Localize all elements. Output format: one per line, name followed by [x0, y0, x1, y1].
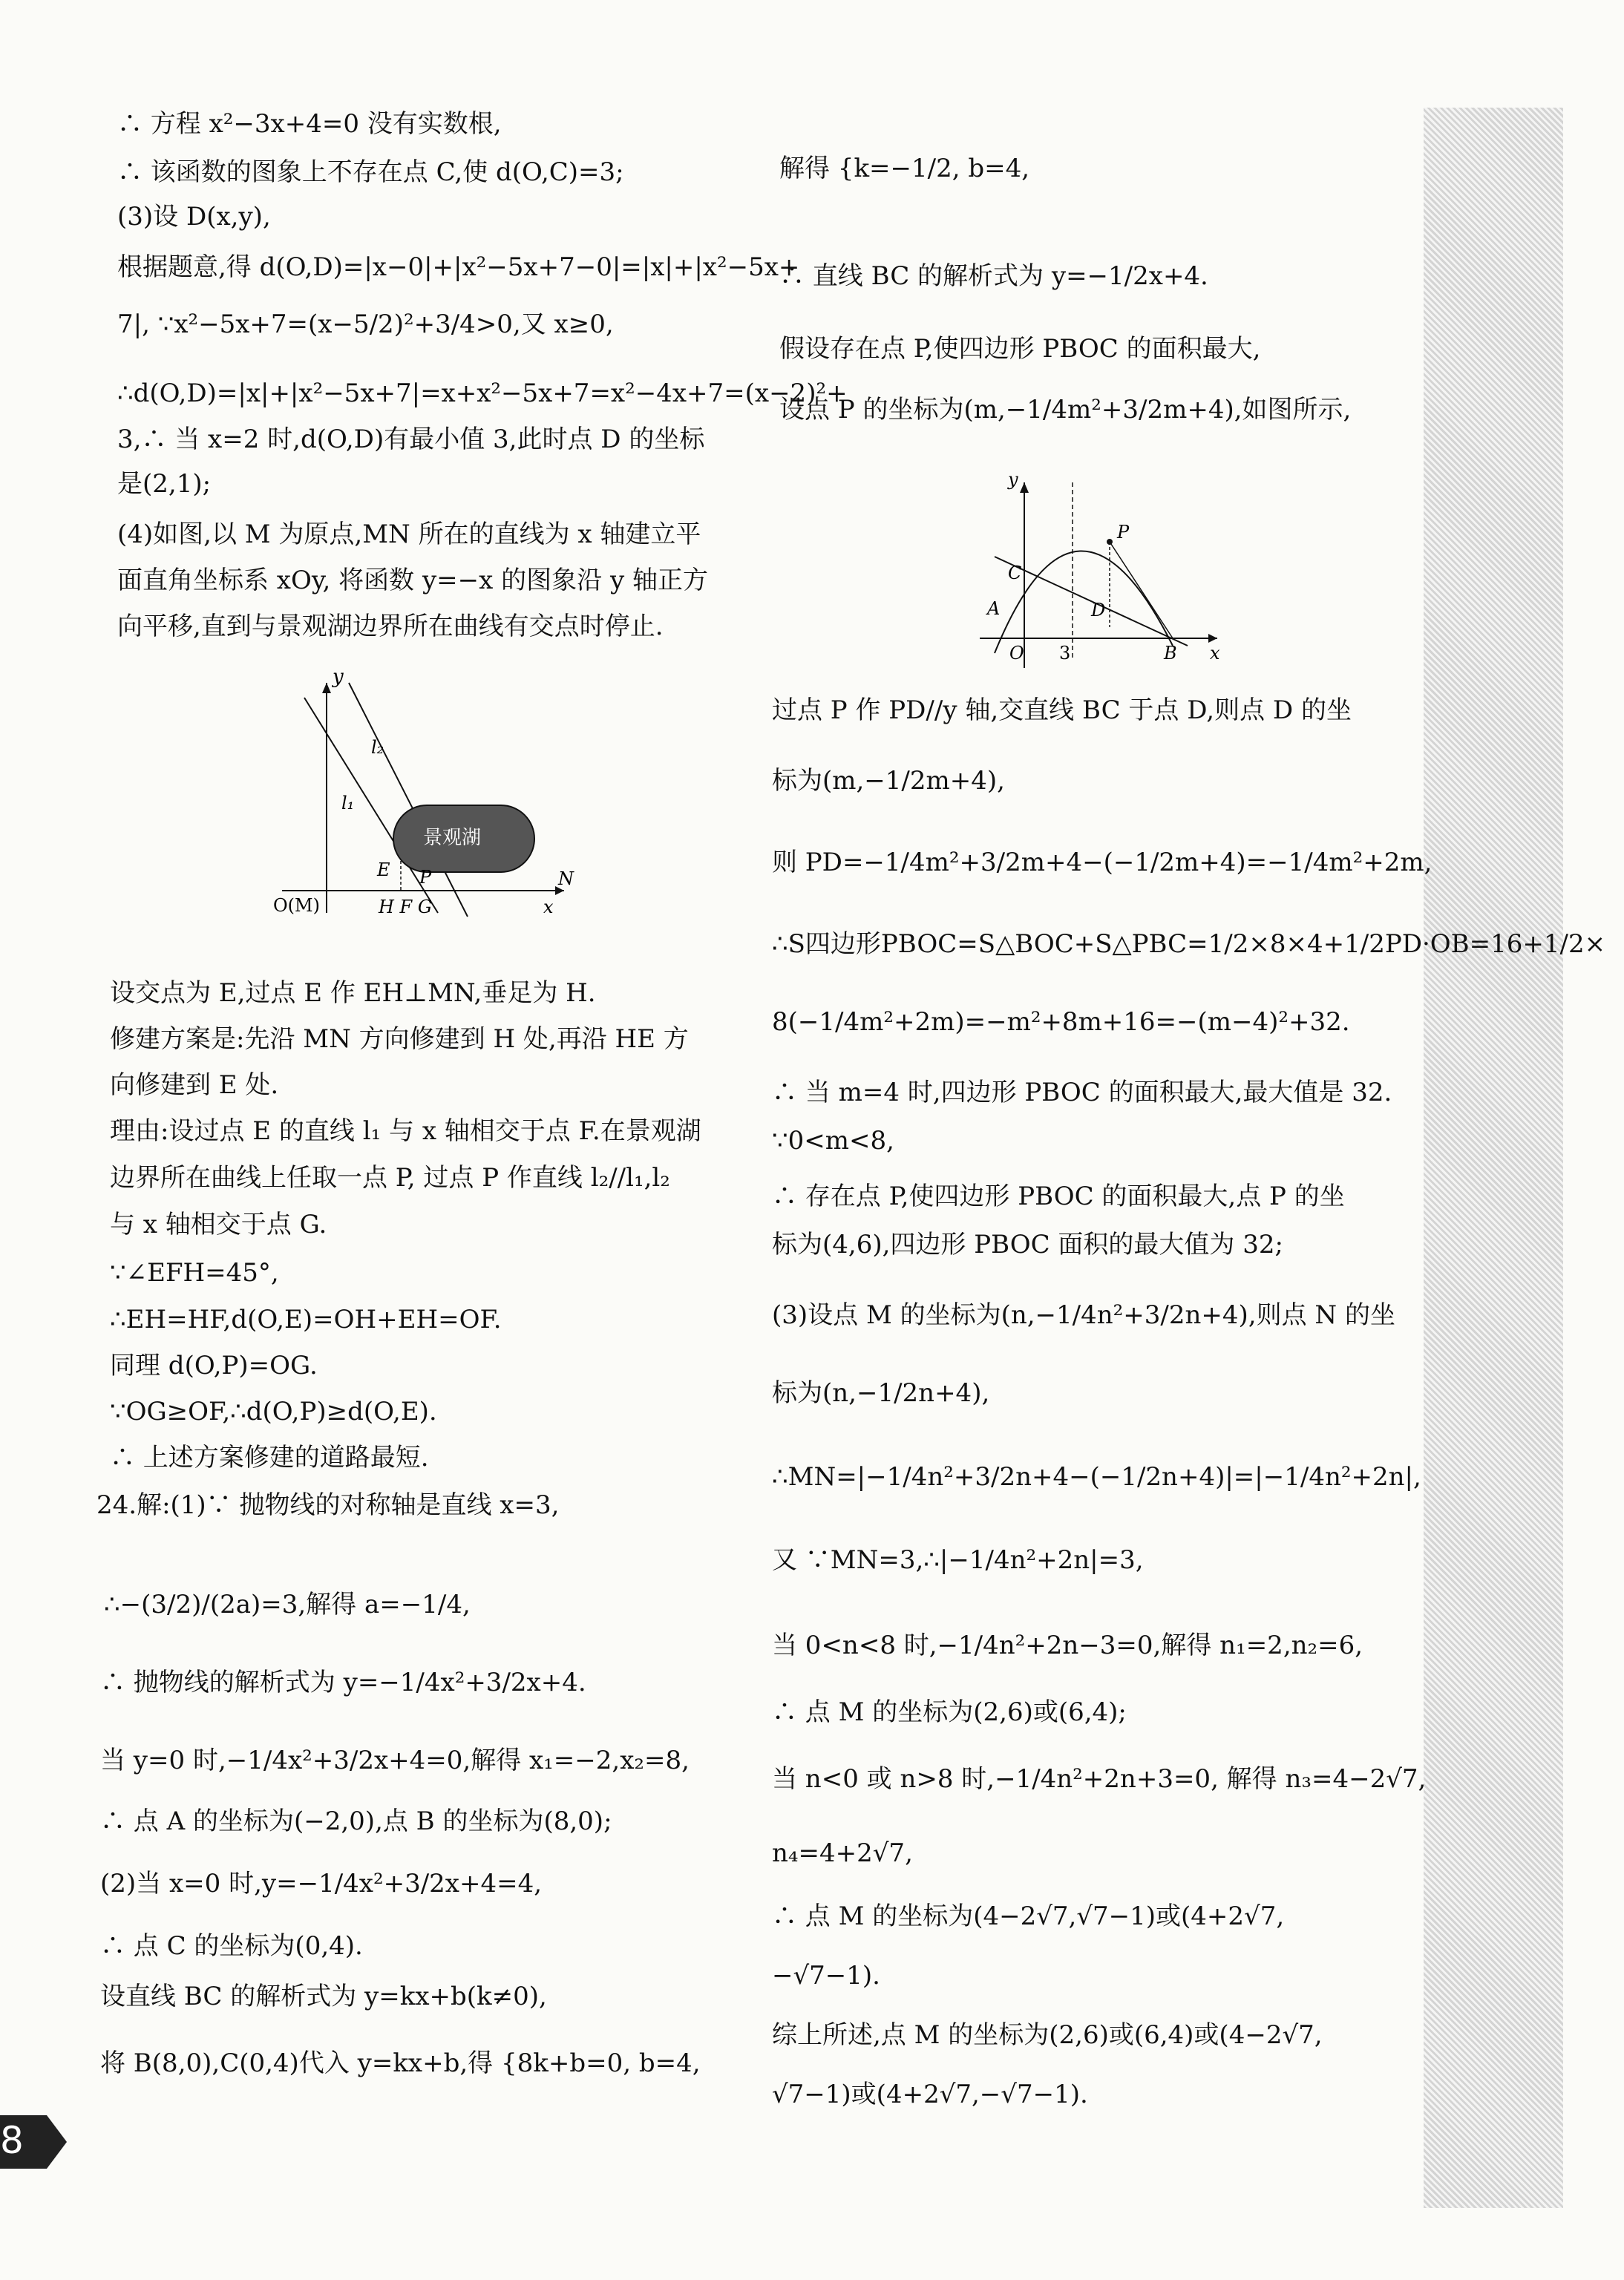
left-line-31: 将 B(8,0),C(0,4)代入 y=kx+b,得 {8k+b=0, b=4,	[100, 2048, 701, 2078]
right-line-11: ∵0<m<8,	[772, 1126, 894, 1156]
left-line-14: 向修建到 E 处.	[110, 1070, 279, 1100]
left-line-7: 3,∴ 当 x=2 时,d(O,D)有最小值 3,此时点 D 的坐标	[117, 425, 705, 454]
fig2-label-B: B	[1164, 643, 1177, 664]
left-line-16: 边界所在曲线上任取一点 P, 过点 P 作直线 l₂//l₁,l₂	[110, 1163, 670, 1193]
left-line-2: ∴ 该函数的图象上不存在点 C,使 d(O,C)=3;	[117, 157, 624, 187]
dotted-margin-strip	[1424, 108, 1563, 2208]
right-line-24: 综上所述,点 M 的坐标为(2,6)或(6,4)或(4−2√7,	[772, 2020, 1323, 2050]
left-line-13: 修建方案是:先沿 MN 方向修建到 H 处,再沿 HE 方	[110, 1024, 689, 1054]
fig2-label-C: C	[1008, 563, 1022, 583]
right-line-6: 标为(m,−1/2m+4),	[772, 766, 1005, 796]
left-line-5: 7|, ∵x²−5x+7=(x−5/2)²+3/4>0,又 x≥0,	[117, 309, 614, 339]
right-line-16: ∴MN=|−1/4n²+3/2n+4−(−1/2n+4)|=|−1/4n²+2n|,	[772, 1462, 1421, 1492]
left-line-21: ∵OG≥OF,∴d(O,P)≥d(O,E).	[110, 1397, 437, 1426]
fig1-label-x: x	[543, 897, 554, 917]
fig1-label-y: y	[333, 666, 344, 688]
right-line-17: 又 ∵MN=3,∴|−1/4n²+2n|=3,	[772, 1545, 1144, 1575]
right-line-22: ∴ 点 M 的坐标为(4−2√7,√7−1)或(4+2√7,	[772, 1901, 1285, 1931]
fig2-label-P: P	[1117, 522, 1130, 543]
left-line-20: 同理 d(O,P)=OG.	[110, 1351, 318, 1380]
right-line-12: ∴ 存在点 P,使四边形 PBOC 的面积最大,点 P 的坐	[772, 1182, 1345, 1211]
right-line-10: ∴ 当 m=4 时,四边形 PBOC 的面积最大,最大值是 32.	[772, 1078, 1392, 1107]
left-line-12: 设交点为 E,过点 E 作 EH⊥MN,垂足为 H.	[110, 978, 596, 1008]
fig2-label-O: O	[1009, 643, 1024, 664]
right-line-14: (3)设点 M 的坐标为(n,−1/4n²+3/2n+4),则点 N 的坐	[772, 1300, 1395, 1330]
right-line-13: 标为(4,6),四边形 PBOC 面积的最大值为 32;	[772, 1230, 1283, 1259]
left-line-30: 设直线 BC 的解析式为 y=kx+b(k≠0),	[100, 1982, 547, 2011]
fig1-label-lake: 景观湖	[423, 827, 482, 849]
right-line-25: √7−1)或(4+2√7,−√7−1).	[772, 2080, 1088, 2109]
page-number: 8	[0, 2119, 24, 2162]
right-line-1: 解得 {k=−1/2, b=4,	[779, 154, 1030, 183]
fig1-label-OM: O(M)	[273, 895, 320, 916]
fig2-label-D: D	[1091, 600, 1106, 620]
left-line-26: 当 y=0 时,−1/4x²+3/2x+4=0,解得 x₁=−2,x₂=8,	[100, 1746, 690, 1775]
fig1-label-P: P	[419, 867, 432, 888]
fig1-label-l2: l₂	[371, 737, 384, 758]
left-line-18: ∵∠EFH=45°,	[110, 1258, 279, 1288]
right-line-2: ∴ 直线 BC 的解析式为 y=−1/2x+4.	[779, 261, 1208, 291]
left-line-22: ∴ 上述方案修建的道路最短.	[110, 1443, 429, 1472]
left-line-17: 与 x 轴相交于点 G.	[110, 1210, 327, 1239]
right-line-23: −√7−1).	[772, 1961, 880, 1991]
right-line-20: 当 n<0 或 n>8 时,−1/4n²+2n+3=0, 解得 n₃=4−2√7,	[772, 1764, 1427, 1794]
fig1-label-N: N	[558, 868, 574, 889]
right-line-15: 标为(n,−1/2n+4),	[772, 1378, 990, 1408]
left-line-25: ∴ 抛物线的解析式为 y=−1/4x²+3/2x+4.	[100, 1668, 586, 1697]
parabola-diagram	[965, 468, 1232, 675]
fig1-label-HFG: H F G	[379, 897, 433, 917]
right-line-19: ∴ 点 M 的坐标为(2,6)或(6,4);	[772, 1697, 1127, 1727]
right-line-7: 则 PD=−1/4m²+3/2m+4−(−1/2m+4)=−1/4m²+2m,	[772, 848, 1433, 877]
fig2-label-x: x	[1210, 643, 1220, 664]
right-line-5: 过点 P 作 PD//y 轴,交直线 BC 于点 D,则点 D 的坐	[772, 695, 1352, 725]
left-line-15: 理由:设过点 E 的直线 l₁ 与 x 轴相交于点 F.在景观湖	[110, 1116, 701, 1146]
right-line-8: ∴S四边形PBOC=S△BOC+S△PBC=1/2×8×4+1/2PD·OB=16+1/2×	[772, 929, 1606, 959]
left-line-6: ∴d(O,D)=|x|+|x²−5x+7|=x+x²−5x+7=x²−4x+7=(x−2)²+	[117, 379, 848, 408]
left-line-8: 是(2,1);	[117, 469, 212, 499]
fig1-label-l1: l₁	[341, 793, 355, 813]
fig2-label-y: y	[1008, 469, 1018, 490]
left-line-10: 面直角坐标系 xOy, 将函数 y=−x 的图象沿 y 轴正方	[117, 566, 708, 595]
fig2-label-3: 3	[1059, 643, 1071, 664]
left-line-9: (4)如图,以 M 为原点,MN 所在的直线为 x 轴建立平	[117, 520, 701, 549]
right-line-18: 当 0<n<8 时,−1/4n²+2n−3=0,解得 n₁=2,n₂=6,	[772, 1631, 1363, 1660]
left-line-11: 向平移,直到与景观湖边界所在曲线有交点时停止.	[117, 612, 664, 641]
left-line-29: ∴ 点 C 的坐标为(0,4).	[100, 1931, 363, 1961]
left-line-1: ∴ 方程 x²−3x+4=0 没有实数根,	[117, 109, 502, 139]
left-line-4: 根据题意,得 d(O,D)=|x−0|+|x²−5x+7−0|=|x|+|x²−5x+	[117, 252, 800, 282]
left-line-24: ∴−(3/2)/(2a)=3,解得 a=−1/4,	[104, 1590, 471, 1619]
right-line-4: 设点 P 的坐标为(m,−1/4m²+3/2m+4),如图所示,	[779, 395, 1352, 425]
right-line-9: 8(−1/4m²+2m)=−m²+8m+16=−(m−4)²+32.	[772, 1007, 1350, 1037]
left-line-28: (2)当 x=0 时,y=−1/4x²+3/2x+4=4,	[100, 1869, 543, 1899]
fig2-label-A: A	[987, 598, 1001, 619]
left-line-3: (3)设 D(x,y),	[117, 202, 271, 232]
left-line-27: ∴ 点 A 的坐标为(−2,0),点 B 的坐标为(8,0);	[100, 1806, 612, 1836]
lake-diagram	[267, 661, 594, 928]
left-line-19: ∴EH=HF,d(O,E)=OH+EH=OF.	[110, 1305, 502, 1334]
right-line-3: 假设存在点 P,使四边形 PBOC 的面积最大,	[779, 334, 1261, 364]
right-line-21: n₄=4+2√7,	[772, 1838, 913, 1868]
fig1-label-E: E	[377, 859, 390, 880]
left-line-23: 24.解:(1)∵ 抛物线的对称轴是直线 x=3,	[96, 1490, 560, 1520]
